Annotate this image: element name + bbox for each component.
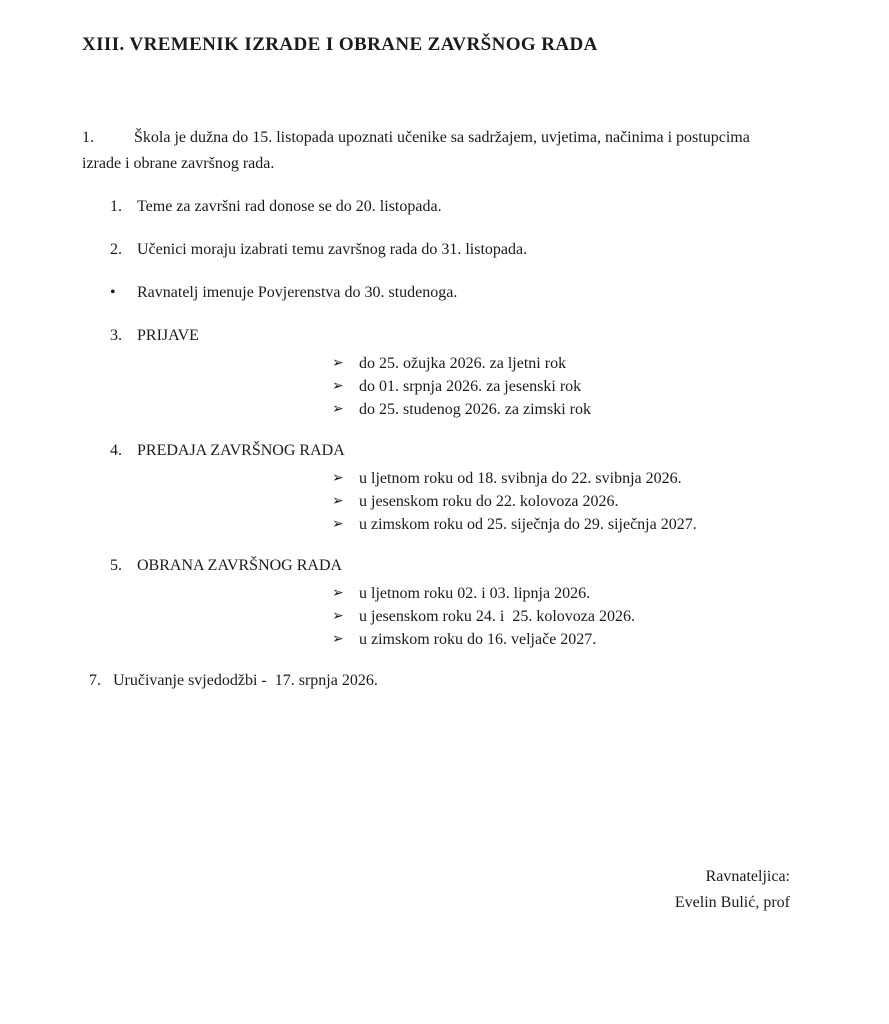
intro-number: 1. bbox=[82, 129, 94, 146]
signature-name: Evelin Bulić, prof bbox=[674, 894, 790, 911]
arrowhead-bullet-icon: ➢ bbox=[332, 608, 344, 624]
item-marker: 3. bbox=[110, 327, 122, 344]
section-heading: PRIJAVE bbox=[137, 327, 199, 344]
deadline-row bbox=[332, 628, 829, 651]
closing-line bbox=[89, 668, 829, 694]
obrana-deadlines bbox=[82, 582, 829, 651]
deadline-text: u zimskom roku do 16. veljače 2027. bbox=[359, 631, 597, 648]
item-text: Učenici moraju izabrati temu završnog rada do 31. listopada. bbox=[137, 241, 528, 258]
intro-paragraph bbox=[82, 125, 774, 177]
list-item-obrana bbox=[110, 553, 829, 579]
deadline-row bbox=[332, 513, 829, 536]
closing-text: Uručivanje svjedodžbi - 17. srpnja 2026. bbox=[113, 672, 378, 689]
predaja-deadlines bbox=[82, 467, 829, 536]
deadline-text: u jesenskom roku 24. i 25. kolovoza 2026. bbox=[359, 608, 635, 625]
deadline-row bbox=[332, 605, 829, 628]
arrowhead-bullet-icon: ➢ bbox=[332, 378, 344, 394]
arrowhead-bullet-icon: ➢ bbox=[332, 401, 344, 417]
arrowhead-bullet-icon: ➢ bbox=[332, 631, 344, 647]
deadline-row bbox=[332, 582, 829, 605]
arrowhead-bullet-icon: ➢ bbox=[332, 516, 344, 532]
dot-bullet-icon: • bbox=[110, 284, 116, 301]
signature-block bbox=[82, 864, 790, 916]
section-heading: PREDAJA ZAVRŠNOG RADA bbox=[137, 442, 345, 459]
deadline-row bbox=[332, 467, 829, 490]
item-text: Teme za završni rad donose se do 20. listopada. bbox=[137, 198, 442, 215]
deadline-text: u ljetnom roku 02. i 03. lipnja 2026. bbox=[359, 585, 591, 602]
prijave-deadlines bbox=[82, 352, 829, 421]
list-item-ravnatelj bbox=[110, 280, 829, 306]
deadline-row bbox=[332, 398, 829, 421]
item-text: Ravnatelj imenuje Povjerenstva do 30. studenoga. bbox=[137, 284, 458, 301]
item-marker: 5. bbox=[110, 557, 122, 574]
list-item-prijave bbox=[110, 323, 829, 349]
arrowhead-bullet-icon: ➢ bbox=[332, 493, 344, 509]
arrowhead-bullet-icon: ➢ bbox=[332, 355, 344, 371]
deadline-text: do 01. srpnja 2026. za jesenski rok bbox=[359, 378, 582, 395]
deadline-text: u ljetnom roku od 18. svibnja do 22. svibnja 2026. bbox=[359, 470, 682, 487]
item-marker: 2. bbox=[110, 241, 122, 258]
list-item-teme bbox=[110, 194, 829, 220]
item-marker: 4. bbox=[110, 442, 122, 459]
arrowhead-bullet-icon: ➢ bbox=[332, 470, 344, 486]
arrowhead-bullet-icon: ➢ bbox=[332, 585, 344, 601]
deadline-row bbox=[332, 490, 829, 513]
signature-role: Ravnateljica: bbox=[705, 868, 790, 885]
schedule-list bbox=[82, 194, 829, 651]
deadline-text: u zimskom roku od 25. siječnja do 29. siječnja 2027. bbox=[359, 516, 697, 533]
deadline-text: u jesenskom roku do 22. kolovoza 2026. bbox=[359, 493, 619, 510]
list-item-predaja bbox=[110, 438, 829, 464]
closing-marker: 7. bbox=[89, 672, 101, 689]
deadline-row bbox=[332, 375, 829, 398]
deadline-text: do 25. studenog 2026. za zimski rok bbox=[359, 401, 591, 418]
deadline-text: do 25. ožujka 2026. za ljetni rok bbox=[359, 355, 567, 372]
item-marker: 1. bbox=[110, 198, 122, 215]
list-item-ucenici bbox=[110, 237, 829, 263]
intro-text: Škola je dužna do 15. listopada upoznati učenike sa sadržajem, uvjetima, načinima i postupcima izrade i obrane završnog rada. bbox=[82, 129, 750, 172]
section-heading: OBRANA ZAVRŠNOG RADA bbox=[137, 557, 343, 574]
deadline-row bbox=[332, 352, 829, 375]
document-title: XIII. VREMENIK IZRADE I OBRANE ZAVRŠNOG RADA bbox=[82, 34, 598, 55]
